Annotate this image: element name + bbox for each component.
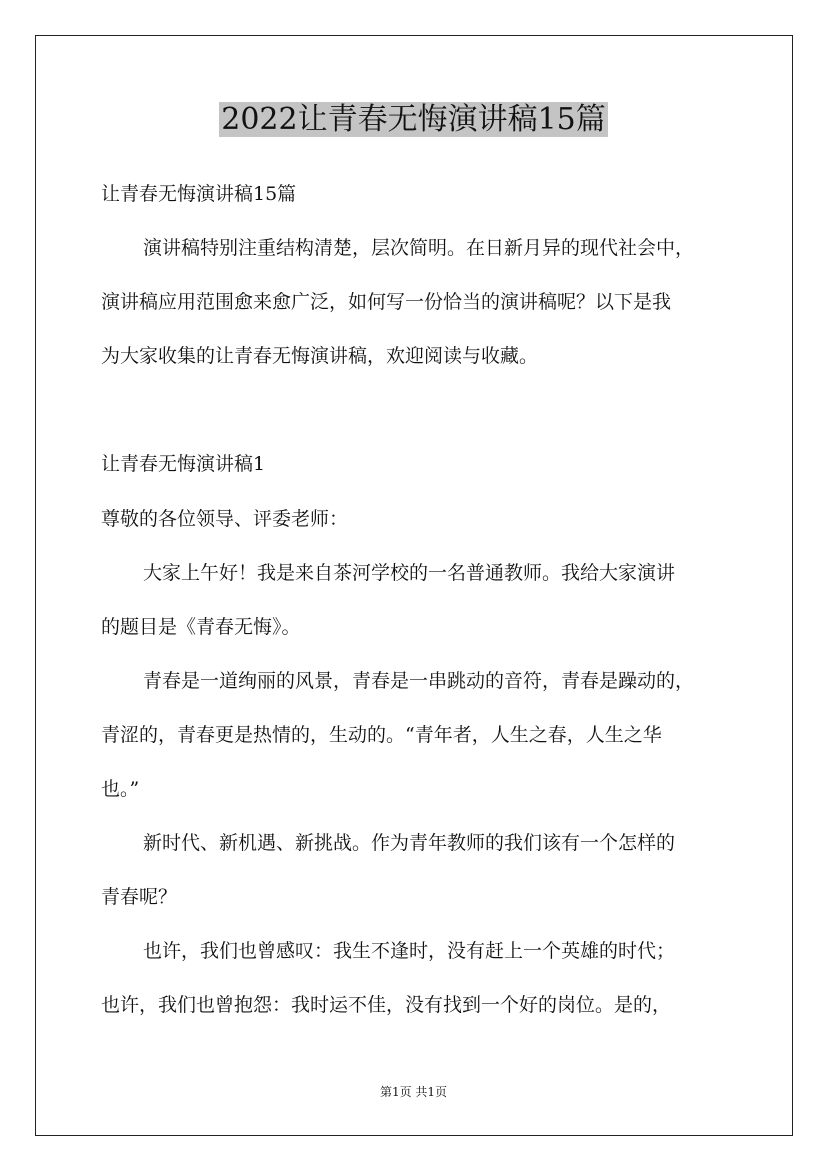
salutation: 尊敬的各位领导、评委老师： [101, 508, 349, 530]
paragraph-line: 青春呢？ [101, 886, 178, 908]
intro-line: 为大家收集的让青春无悔演讲稿，欢迎阅读与收藏。 [101, 345, 539, 367]
document-title: 2022让青春无悔演讲稿15篇 [221, 102, 606, 137]
paragraph-line: 也。” [101, 778, 140, 800]
paragraph-line: 也许，我们也曾抱怨：我时运不佳，没有找到一个好的岗位。是的， [101, 994, 672, 1016]
paragraph-line: 大家上午好！我是来自茶河学校的一名普通教师。我给大家演讲 [143, 562, 676, 584]
paragraph-line: 新时代、新机遇、新挑战。作为青年教师的我们该有一个怎样的 [143, 832, 676, 854]
paragraph-line: 的题目是《青春无悔》。 [101, 616, 301, 638]
intro-line: 演讲稿应用范围愈来愈广泛，如何写一份恰当的演讲稿呢？以下是我 [101, 291, 672, 313]
paragraph-line: 青涩的，青春更是热情的，生动的。“青年者，人生之春，人生之华 [101, 724, 662, 746]
intro-line: 演讲稿特别注重结构清楚，层次简明。在日新月异的现代社会中， [143, 237, 695, 259]
section-heading: 让青春无悔演讲稿1 [101, 453, 266, 475]
paragraph-line: 也许，我们也曾感叹：我生不逢时，没有赶上一个英雄的时代； [143, 940, 676, 962]
page-footer: 第1页 共1页 [379, 1085, 448, 1099]
subtitle: 让青春无悔演讲稿15篇 [101, 183, 297, 205]
paragraph-line: 青春是一道绚丽的风景，青春是一串跳动的音符，青春是躁动的， [143, 670, 695, 692]
